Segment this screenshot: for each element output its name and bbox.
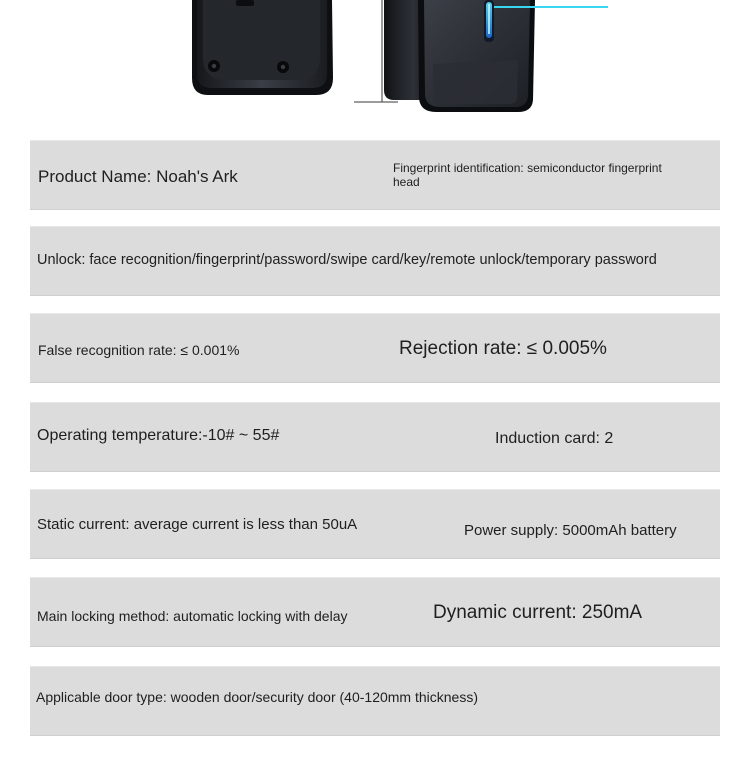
static-current-text: Static current: average current is less than 50uA — [37, 516, 358, 533]
rejection-rate-text: Rejection rate: ≤ 0.005% — [399, 338, 607, 359]
spec-row-unlock — [30, 226, 720, 296]
operating-temperature-text: Operating temperature:-10# ~ 55# — [37, 427, 280, 444]
smart-lock-product-image — [0, 0, 750, 125]
spec-row-temperature — [30, 402, 720, 472]
spec-row-locking — [30, 577, 720, 647]
fingerprint-text-line2: head — [393, 175, 420, 189]
power-supply-text: Power supply: 5000mAh battery — [464, 522, 677, 539]
unlock-text: Unlock: face recognition/fingerprint/password/swipe card/key/remote unlock/temporary password — [37, 252, 657, 268]
lock-rear-unit — [192, 0, 333, 95]
fingerprint-sensor-icon — [484, 0, 494, 42]
spec-row-door-type — [30, 666, 720, 736]
door-type-text: Applicable door type: wooden door/security door (40-120mm thickness) — [36, 689, 479, 705]
spec-row-current — [30, 489, 720, 559]
induction-card-text: Induction card: 2 — [495, 430, 614, 447]
spec-row-recognition — [30, 313, 720, 383]
dynamic-current-text: Dynamic current: 250mA — [433, 602, 643, 623]
product-name-text: Product Name: Noah's Ark — [38, 167, 238, 186]
false-recognition-text: False recognition rate: ≤ 0.001% — [38, 342, 240, 358]
spec-row-product-name — [30, 140, 720, 210]
lock-front-unit — [384, 0, 535, 112]
locking-method-text: Main locking method: automatic locking with delay — [37, 608, 348, 624]
fingerprint-text-line1: Fingerprint identification: semiconductor fingerprint — [393, 161, 662, 175]
